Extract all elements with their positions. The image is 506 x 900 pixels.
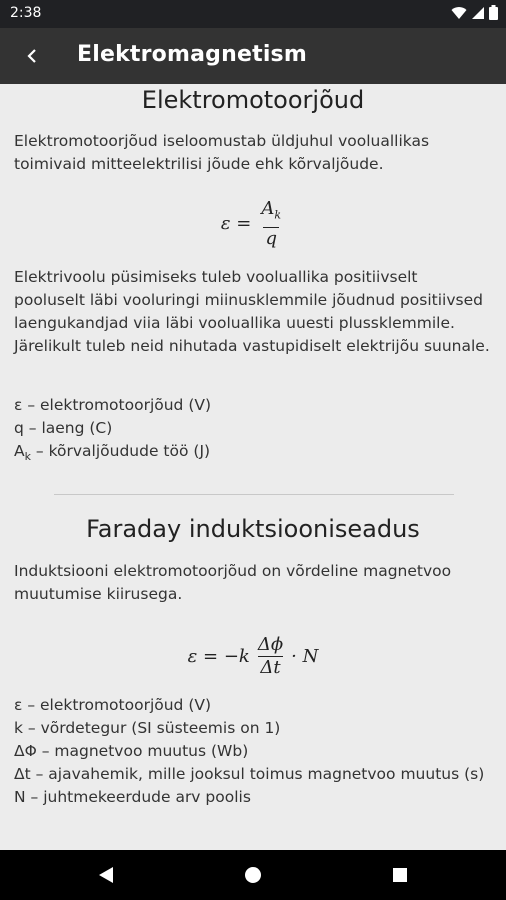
nav-home-button[interactable]	[241, 863, 265, 887]
status-time: 2:38	[10, 5, 42, 21]
section-heading-emf: Elektromotoorjõud	[141, 86, 365, 114]
back-button[interactable]	[10, 34, 54, 78]
emf-legend	[14, 394, 492, 468]
nav-back-button[interactable]	[94, 863, 118, 887]
signal-icon	[471, 6, 485, 20]
nav-recents-button[interactable]	[388, 863, 412, 887]
battery-icon	[489, 5, 498, 20]
formula-numerator: Δϕ	[257, 634, 284, 655]
page-title: Elektromagnetism	[77, 42, 307, 67]
legend-item: $A_k$ – kõrvaljõudude töö (J)	[14, 442, 211, 464]
emf-formula	[0, 198, 506, 250]
formula-denominator: Δt	[260, 657, 281, 678]
status-icons	[451, 5, 498, 20]
faraday-intro: Induktsiooni elektromotoorjõud on võrdeline magnetvoo muutumise kiirusega.	[14, 562, 452, 603]
legend-item: ε – elektromotoorjõud (V)	[14, 696, 212, 714]
section-heading-faraday: Faraday induktsiooniseadus	[86, 515, 420, 543]
emf-explanation: Elektrivoolu püsimiseks tuleb vooluallika positiivselt pooluselt läbi vooluringi miinusklemmile jõudnud positiivsed laengukandjad viia läbi vooluallika uuesti plussklemmile. Järelikult tuleb neid nihutada vastupidiselt elektrijõu suunale.	[14, 268, 490, 355]
nav-back-icon	[98, 866, 114, 884]
formula-lhs: ε = −k	[187, 646, 250, 667]
app-bar	[0, 28, 506, 84]
formula-fraction	[259, 198, 283, 250]
formula-lhs: ε =	[220, 213, 252, 235]
legend-item: ε – elektromotoorjõud (V)	[14, 396, 212, 414]
legend-item: Δt – ajavahemik, mille jooksul toimus magnetvoo muutus (s)	[14, 765, 485, 783]
navigation-bar	[0, 850, 506, 900]
emf-intro: Elektromotoorjõud iseloomustab üldjuhul vooluallikas toimivaid mitteelektrilisi jõude ehk kõrvaljõude.	[14, 132, 430, 173]
formula-rhs: · N	[291, 646, 319, 667]
formula-denominator: q	[265, 227, 277, 249]
nav-home-icon	[244, 866, 262, 884]
wifi-icon	[451, 6, 467, 20]
legend-item: q – laeng (C)	[14, 419, 113, 437]
legend-item: k – võrdetegur (SI süsteemis on 1)	[14, 719, 281, 737]
faraday-formula	[0, 634, 506, 679]
formula-numerator: $A_k$	[261, 198, 282, 222]
formula-fraction	[256, 634, 285, 679]
section-divider	[54, 494, 454, 495]
legend-item: N – juhtmekeerdude arv poolis	[14, 788, 251, 806]
status-bar	[0, 0, 506, 28]
faraday-legend	[14, 694, 492, 809]
legend-item: ΔΦ – magnetvoo muutus (Wb)	[14, 742, 249, 760]
content-scroll[interactable]	[0, 84, 506, 850]
nav-recents-icon	[392, 867, 408, 883]
arrow-back-icon	[26, 49, 38, 63]
